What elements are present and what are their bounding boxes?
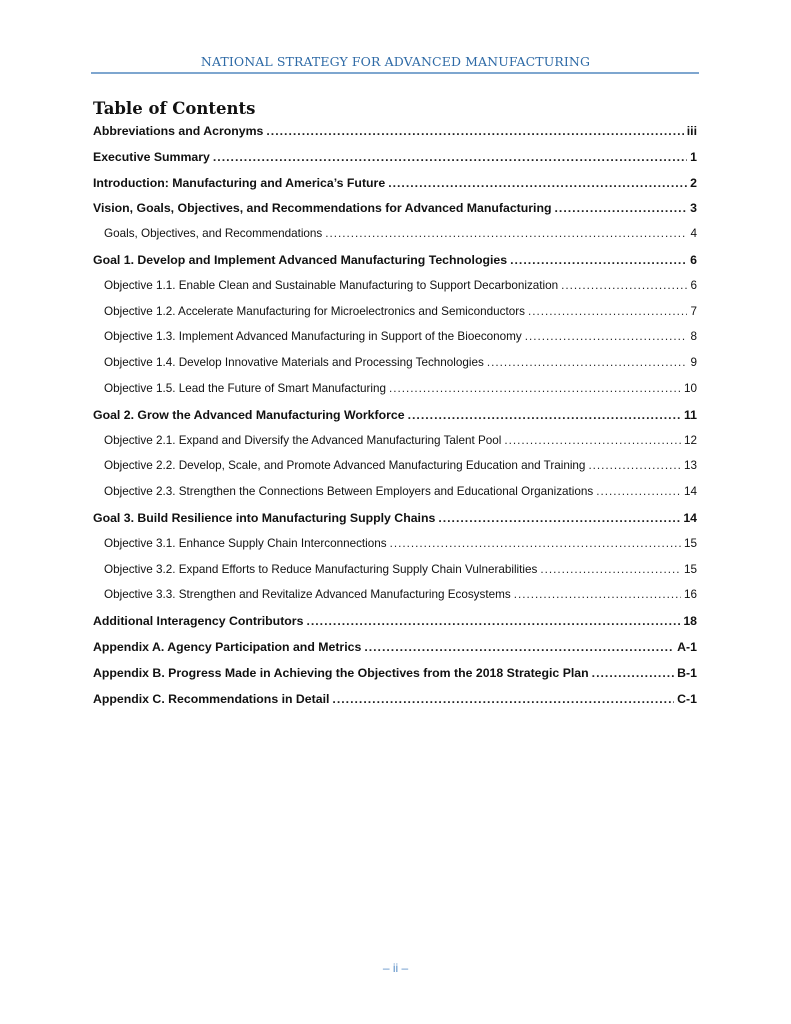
toc-entry-page-number: 14 <box>683 485 697 499</box>
toc-entry-label: Goal 1. Develop and Implement Advanced Manufacturing Technologies <box>93 253 508 267</box>
toc-entry-label: Objective 2.2. Develop, Scale, and Promote Advanced Manufacturing Education and Training <box>104 459 586 473</box>
toc-entry[interactable] <box>93 640 697 660</box>
toc-dot-leader <box>389 382 681 395</box>
toc-entry-page-number: 3 <box>690 201 697 216</box>
toc-entry-label: Vision, Goals, Objectives, and Recommendations for Advanced Manufacturing <box>93 201 552 216</box>
toc-dot-leader <box>438 511 680 525</box>
toc-dot-leader <box>525 330 688 343</box>
toc-entry[interactable] <box>93 253 697 273</box>
toc-entry[interactable] <box>104 563 697 583</box>
toc-entry[interactable] <box>93 201 697 221</box>
toc-entry-page-number: 2 <box>690 175 697 190</box>
toc-entry[interactable] <box>93 614 697 634</box>
toc-entry-page-number: 6 <box>690 253 697 267</box>
toc-entry[interactable] <box>93 176 697 196</box>
toc-dot-leader <box>596 485 681 498</box>
toc-entry-page-number: 8 <box>690 330 697 344</box>
running-header: NATIONAL STRATEGY FOR ADVANCED MANUFACTURING <box>200 54 591 69</box>
toc-dot-leader <box>390 537 681 550</box>
toc-entry[interactable] <box>104 356 697 376</box>
toc-entry[interactable] <box>104 537 697 557</box>
toc-entry[interactable] <box>104 227 697 247</box>
toc-entry[interactable] <box>93 511 697 531</box>
header-rule <box>91 72 699 74</box>
toc-dot-leader <box>510 253 687 267</box>
toc-entry-label: Objective 2.1. Expand and Diversify the Advanced Manufacturing Talent Pool <box>104 433 502 447</box>
toc-title: Table of Contents <box>93 99 256 118</box>
toc-entry-page-number: 11 <box>684 407 697 422</box>
toc-dot-leader <box>364 640 674 654</box>
toc-dot-leader <box>487 356 688 369</box>
toc-entry[interactable] <box>104 588 697 608</box>
toc-entry-label: Abbreviations and Acronyms <box>93 124 264 138</box>
toc-dot-leader <box>540 563 681 576</box>
toc-entry-label: Goals, Objectives, and Recommendations <box>104 227 323 241</box>
toc-dot-leader <box>325 227 687 240</box>
toc-entry-label: Appendix A. Agency Participation and Metrics <box>93 640 362 654</box>
toc-entry-page-number: 14 <box>683 511 697 525</box>
toc-dot-leader <box>408 408 681 422</box>
toc-entry[interactable] <box>104 279 697 299</box>
toc-entry-label: Objective 3.2. Expand Efforts to Reduce Manufacturing Supply Chain Vulnerabilities <box>104 562 538 576</box>
toc-dot-leader <box>213 150 687 164</box>
toc-entry-page-number: B-1 <box>677 665 697 680</box>
toc-dot-leader <box>588 459 681 472</box>
toc-entry-page-number: 10 <box>683 382 697 395</box>
toc-entry-label: Objective 1.2. Accelerate Manufacturing for Microelectronics and Semiconductors <box>104 304 525 318</box>
toc-entry-page-number: 7 <box>690 304 697 318</box>
toc-entry-label: Introduction: Manufacturing and America’s Future <box>93 175 386 190</box>
toc-entry[interactable] <box>93 692 697 712</box>
toc-dot-leader <box>266 124 683 138</box>
toc-entry-label: Objective 2.3. Strengthen the Connections Between Employers and Educational Organizations <box>104 485 594 499</box>
toc-entry-label: Objective 1.5. Lead the Future of Smart Manufacturing <box>104 382 386 395</box>
toc-entry[interactable] <box>93 408 697 428</box>
toc-entry-page-number: 15 <box>683 562 697 576</box>
toc-entry-label: Appendix B. Progress Made in Achieving the Objectives from the 2018 Strategic Plan <box>93 665 589 680</box>
toc-entry-label: Objective 3.3. Strengthen and Revitalize Advanced Manufacturing Ecosystems <box>104 588 511 602</box>
toc-dot-leader <box>555 201 688 215</box>
toc-dot-leader <box>388 176 687 190</box>
toc-entry-label: Additional Interagency Contributors <box>93 614 304 629</box>
toc-entry-page-number: 16 <box>683 588 697 602</box>
toc-dot-leader <box>592 666 675 680</box>
toc-entry-label: Goal 2. Grow the Advanced Manufacturing Workforce <box>93 407 405 422</box>
toc-entry-page-number: 1 <box>690 149 697 164</box>
toc-entry[interactable] <box>93 666 697 686</box>
toc-entry-page-number: 13 <box>683 459 697 473</box>
toc-entry-label: Objective 3.1. Enhance Supply Chain Interconnections <box>104 536 387 550</box>
toc-entry-label: Objective 1.4. Develop Innovative Materials and Processing Technologies <box>104 356 484 370</box>
toc-entry-page-number: 18 <box>683 614 697 629</box>
toc-entry[interactable] <box>104 485 697 505</box>
toc-entry-page-number: iii <box>686 124 697 138</box>
toc-entry-label: Objective 1.3. Implement Advanced Manufacturing in Support of the Bioeconomy <box>104 330 522 344</box>
toc-entry-label: Executive Summary <box>93 149 210 164</box>
toc-dot-leader <box>504 434 681 447</box>
toc-dot-leader <box>306 614 680 628</box>
toc-dot-leader <box>514 588 681 601</box>
toc-entry[interactable] <box>104 305 697 325</box>
toc-entry-label: Objective 1.1. Enable Clean and Sustainable Manufacturing to Support Decarbonization <box>104 278 559 292</box>
toc-dot-leader <box>332 692 674 706</box>
toc-entry-page-number: 4 <box>690 227 697 241</box>
toc-entry[interactable] <box>104 330 697 350</box>
toc-entry[interactable] <box>93 150 697 170</box>
toc-entry-page-number: 12 <box>683 433 697 447</box>
toc-entry-page-number: A-1 <box>677 640 697 654</box>
toc-entry-page-number: 15 <box>683 536 697 550</box>
toc-entry-page-number: 9 <box>690 356 697 370</box>
toc-entry-label: Appendix C. Recommendations in Detail <box>93 691 330 706</box>
toc-entry-page-number: C-1 <box>677 691 697 706</box>
toc-entry[interactable] <box>104 434 697 454</box>
page-footer-number: – ii – <box>382 961 409 975</box>
toc-entry[interactable] <box>104 382 697 402</box>
toc-dot-leader <box>561 279 687 292</box>
toc-entry[interactable] <box>93 124 697 144</box>
toc-entry-label: Goal 3. Build Resilience into Manufacturing Supply Chains <box>93 511 436 525</box>
toc-entry[interactable] <box>104 459 697 479</box>
toc-entry-page-number: 6 <box>690 278 697 292</box>
toc-dot-leader <box>528 305 688 318</box>
